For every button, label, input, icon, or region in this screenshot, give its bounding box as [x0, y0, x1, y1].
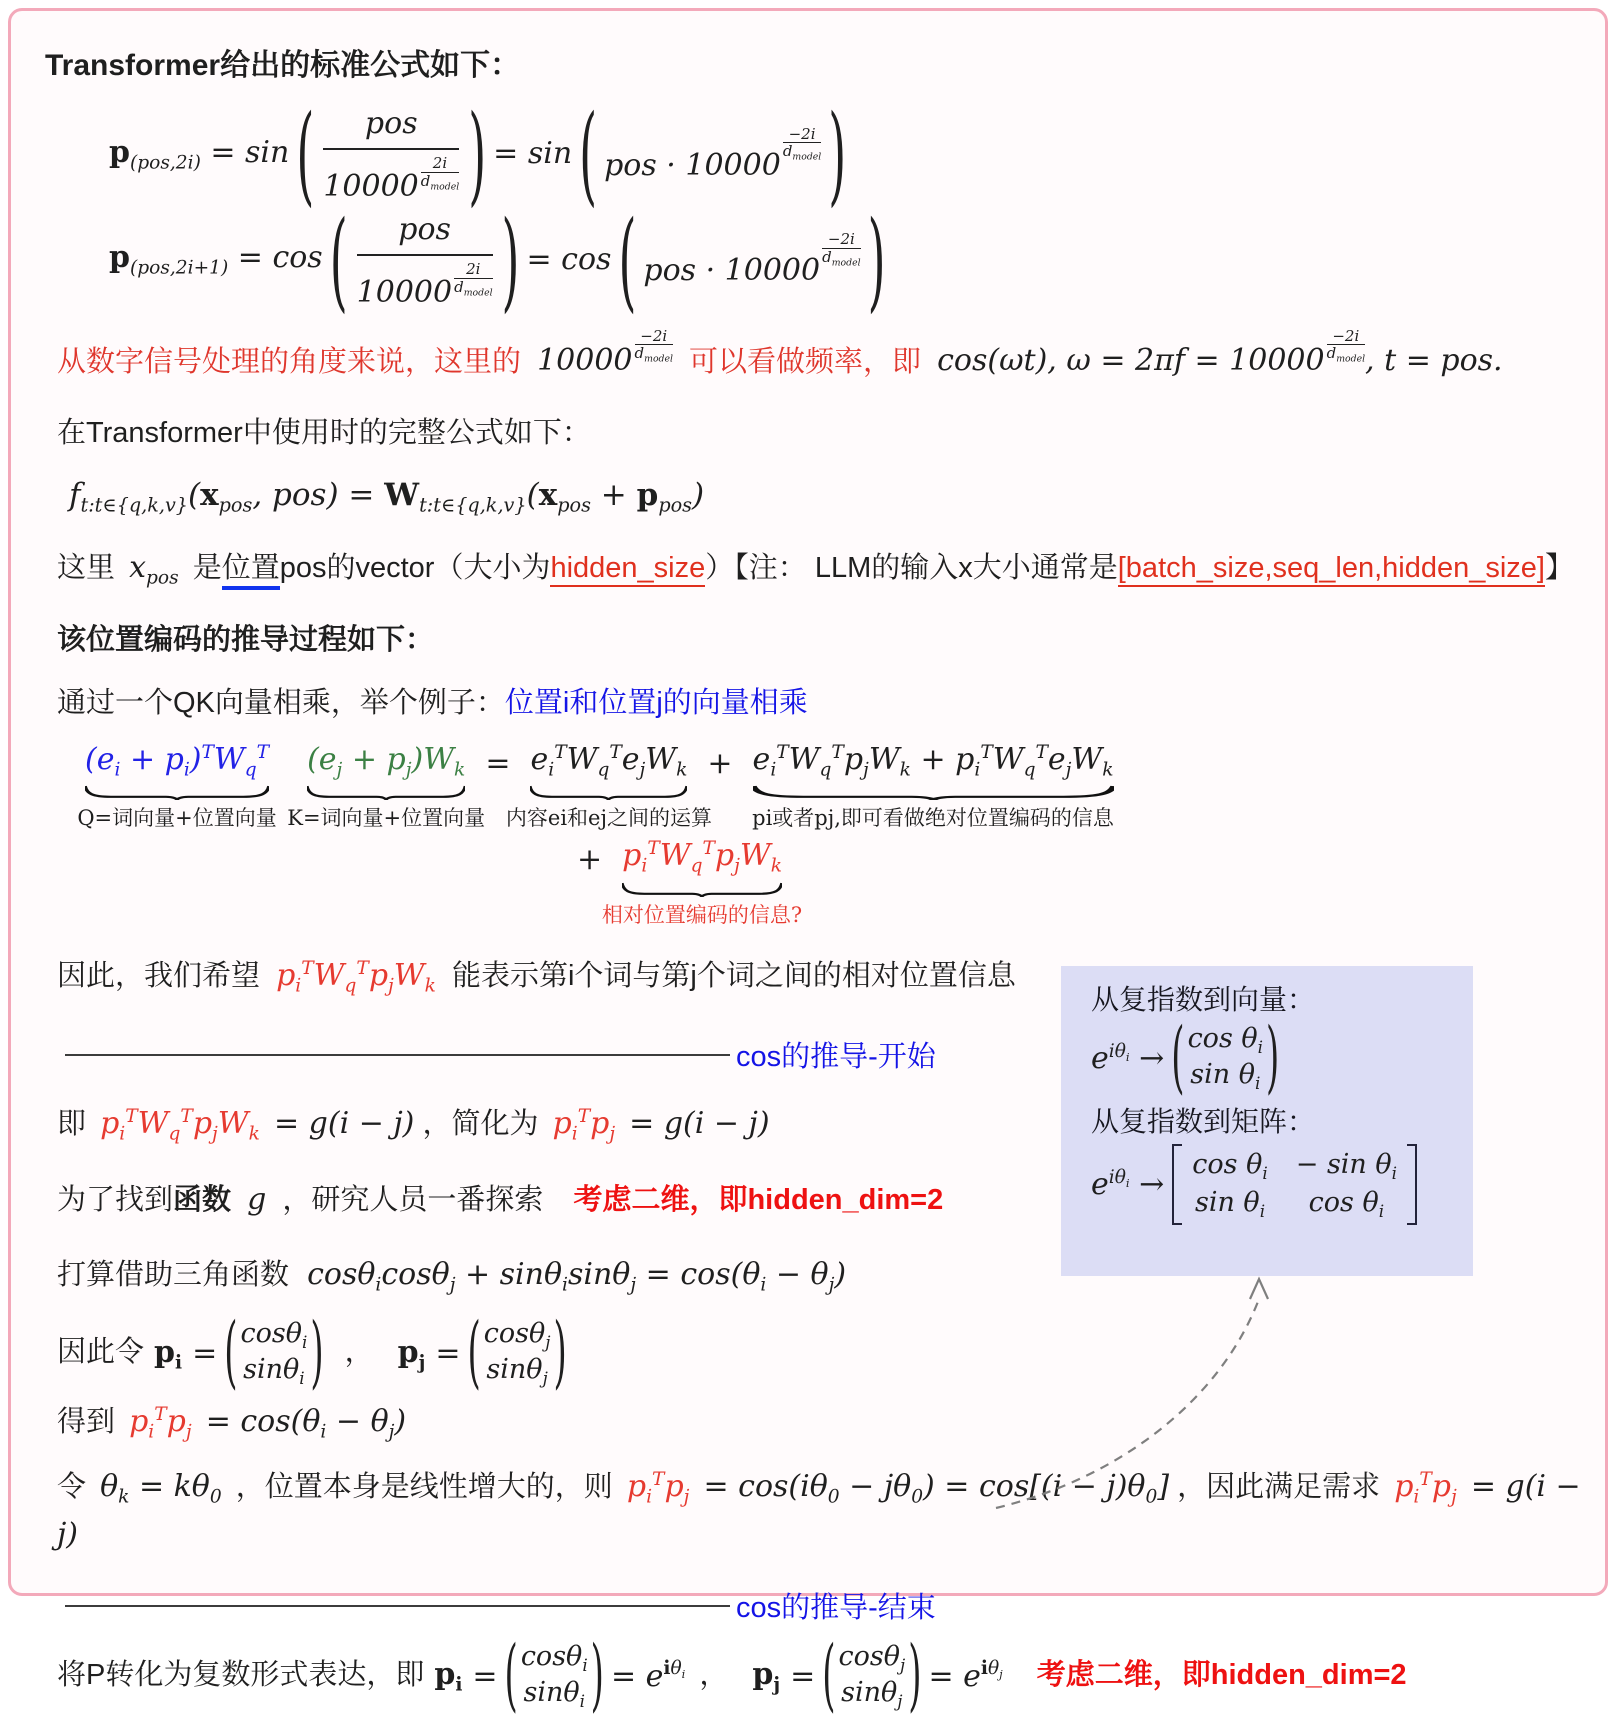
divider-label-start: cos的推导-开始 [736, 1041, 936, 1074]
k-term-group [287, 741, 486, 830]
vector-pi: ( cosθ$_i$ sinθ$_i$ ) [224, 1307, 324, 1400]
formula-sin: $p_{(pos,2i)} = \sin$ ( pos 10000 2i $d_{model}$ ) = sin ( pos · 10000 −2i $d_{model}$ ) [109, 90, 847, 218]
relative-term: $p_i^TW_q^Tp_jW_k$ [622, 838, 782, 877]
k-term: $(e_j + p_j)W_k$ [307, 741, 466, 780]
link-tensor-shape[interactable]: [batch_size,seq_len,hidden_size] [1118, 552, 1545, 587]
paren-close: ) [828, 90, 847, 218]
fraction: pos 10000 2i $d_{model}$ [323, 106, 460, 204]
underbrace [307, 785, 465, 800]
link-hidden-size[interactable]: hidden_size [550, 552, 705, 587]
derivation-block [77, 741, 1593, 943]
plus-sign: + [577, 842, 603, 878]
red-annotation-1: 考虑二维，即hidden_dim=2 [573, 1183, 944, 1216]
content-term-group [505, 741, 712, 831]
complex-form-line: 将P转化为复数形式表达，即 $p_i$ = ( cosθ$_i$ sinθ$_i$ ) = $e^{i\theta_i}$ ， $p_j$ = ( cosθ$_j$ sinθ$_j$ ) = $e^{i\theta_j}$ 考虑二维，即hidden_dim=2 [57, 1630, 1407, 1722]
linear-position-line: 令 $\theta_k = k\theta_0$ ，位置本身是线性增大的，则 $p_i^Tp_j = \cos(i\theta_0 - j\theta_0) = \cos[(i - j)\theta_0]$ ，因此满足需求 $p_i^Tp_j = g(i - j)$ [57, 1469, 1581, 1552]
x-pos-math: $x_{pos}$ [129, 550, 179, 589]
vector-pi: ( cosθ$_i$ sinθ$_i$ ) [504, 1630, 604, 1722]
divider-line [65, 1605, 730, 1607]
define-p-line: 因此令 $p_i$ = ( cosθ$_i$ sinθ$_i$ ) ， $p_j$ = ( cosθ$_j$ sinθ$_j$ ) [57, 1317, 1593, 1389]
underbrace [622, 882, 782, 897]
formula-sin-lhs: $p_{(pos,2i)} = \sin$ [109, 134, 290, 174]
red-annotation-2: 考虑二维，即hidden_dim=2 [1036, 1659, 1407, 1692]
paren-close: ) [468, 90, 487, 218]
note-content [45, 35, 1593, 1722]
page-title: Transformer给出的标准公式如下： [45, 49, 521, 82]
rel-term-inline: $p_i^TW_q^Tp_jW_k$ [276, 957, 436, 997]
position-highlight: 位置 [222, 552, 280, 590]
absolute-term: $e_i^TW_q^Tp_jW_k + p_i^TW_q^Te_jW_k$ [752, 741, 1114, 781]
full-formula: $f_{t:t\in\{q,k,v\}}(x_{pos}$, $pos) = W_{t:t\in\{q,k,v\}}(x_{pos} + p_{pos})$ [69, 477, 705, 518]
divider-label-end: cos的推导-结束 [736, 1592, 936, 1625]
full-formula-intro: 在Transformer中使用时的完整公式如下： [57, 416, 591, 449]
standard-formula-block [45, 90, 1593, 324]
complex-exponential-note-box [1061, 966, 1473, 1276]
rotation-matrix: $\cos \theta_i$ − $\sin \theta_i$ $\sin \theta_i$ $\cos \theta_i$ [1172, 1144, 1417, 1225]
paren-open: ( [296, 90, 315, 218]
hope-line: 因此，我们希望 $p_i^TW_q^Tp_jW_k$ 能表示第i个词与第j个词之间的相对位置信息 [57, 957, 1016, 997]
k-term-label: K=词向量+位置向量 [287, 806, 486, 830]
vector-pj: ( cosθ$_j$ sinθ$_j$ ) [822, 1630, 922, 1722]
underbrace [753, 785, 1114, 800]
trig-identity-line: 打算借助三角函数 $\cos\theta_i\cos\theta_j + \sin\theta_i\sin\theta_j = \cos(\theta_i - \theta_j)$ [57, 1257, 847, 1296]
underbrace [530, 785, 687, 800]
box-formula-matrix: $e^{i\theta_i}$ → $\cos \theta_i$ − $\sin \theta_i$ $\sin \theta_i$ $\cos \theta_i$ [1091, 1144, 1463, 1225]
relative-term-group [601, 838, 803, 927]
find-function-line: 为了找到函数 g ，研究人员一番探索 考虑二维，即hidden_dim=2 [57, 1181, 944, 1217]
absolute-term-group [752, 741, 1114, 831]
content-term-label: 内容ei和ej之间的运算 [505, 806, 712, 831]
paren-close: ) [501, 196, 520, 324]
fraction: pos 10000 2i $d_{model}$ [356, 211, 493, 310]
content-term: $e_i^TW_q^Te_jW_k$ [530, 741, 688, 781]
derivation-heading: 该位置编码的推导过程如下： [57, 623, 435, 656]
paren-open: ( [329, 196, 348, 324]
formula-cos-lhs: $p_{(pos,2i+1)} = \cos$ [109, 240, 323, 279]
box-formula-vector: $e^{i\theta_i}$ → ( $\cos \theta_i$ $\sin \theta_i$ ) [1091, 1012, 1280, 1105]
relative-term-label: 相对位置编码的信息? [601, 902, 803, 927]
qk-annotation: 位置i和位置j的向量相乘 [504, 687, 808, 719]
q-term-group [77, 741, 277, 831]
frequency-note: 从数字信号处理的角度来说，这里的 10000 −2i $d_{model}$ 可以看做频率，即 cos(ωt), ω = 2πf = 10000 −2i $d_{model}$ , t = pos. [57, 326, 1503, 379]
q-term-label: Q=词向量+位置向量 [77, 806, 277, 831]
note-card [8, 8, 1608, 1722]
underbrace [85, 785, 269, 800]
paren-close: ) [867, 196, 886, 324]
vector-note-line: 这里 $x_{pos}$ 是位置pos的vector（大小为hidden_size）【注： LLM的输入x大小通常是[batch_size,seq_len,hidden_size]】 [57, 550, 1575, 589]
dot-product-line: 得到 $p_i^Tp_j = \cos(\theta_i - \theta_j)$ [57, 1403, 407, 1443]
equals-sign: = [485, 745, 511, 781]
plus-sign: + [707, 745, 733, 781]
divider-line [65, 1054, 730, 1056]
box-title-matrix: 从复指数到矩阵： [1091, 1105, 1316, 1137]
simplify-line: 即 $p_i^TW_q^Tp_jW_k = g(i - j)$ ，简化为 $p_i^Tp_j = g(i - j)$ [57, 1106, 770, 1145]
paren-open: ( [618, 196, 637, 324]
q-term: $(e_i + p_i)^TW_q^T$ [85, 741, 270, 781]
absolute-term-label: pi或者pj,即可看做绝对位置编码的信息 [752, 806, 1114, 831]
vector-pj: ( cosθ$_j$ sinθ$_j$ ) [467, 1307, 567, 1400]
divider-cos-end [65, 1585, 1593, 1626]
qk-example-line: 通过一个QK向量相乘，举个例子：位置i和位置j的向量相乘 [57, 687, 808, 719]
box-title-vector: 从复指数到向量： [1091, 984, 1316, 1015]
formula-cos: $p_{(pos,2i+1)} = \cos$ ( pos 10000 2i $d_{model}$ ) = cos ( pos · 10000 −2i $d_{model}$ ) [109, 196, 886, 324]
paren-open: ( [579, 90, 598, 218]
